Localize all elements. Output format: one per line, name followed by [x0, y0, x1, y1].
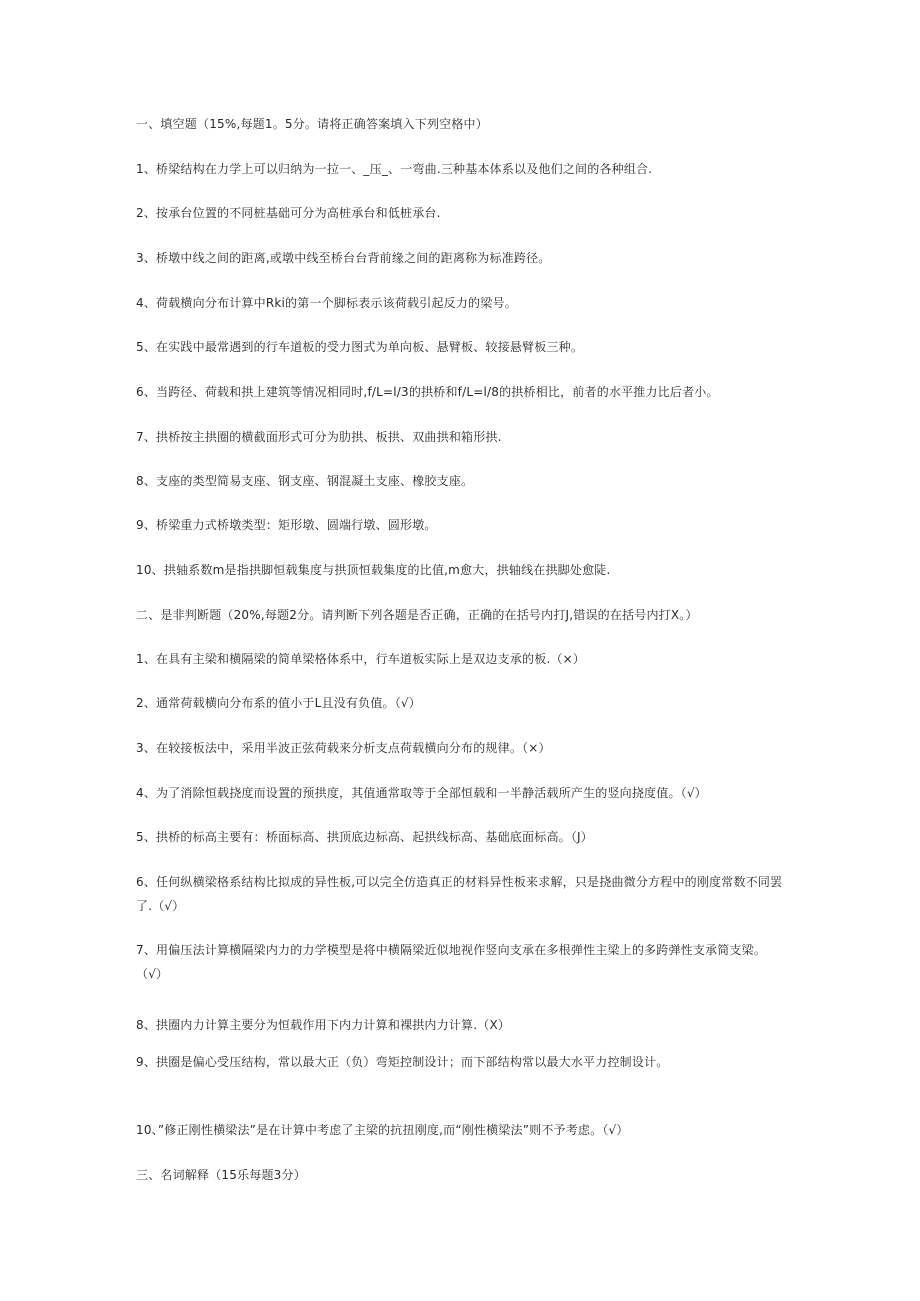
section2-item-7: 7、用偏压法计算横隔梁内力的力学模型是将中横隔梁近似地视作竖向支承在多根弹性主梁上的多跨弹性支承简支梁。（√） [136, 943, 767, 981]
section2-item-5: 5、拱桥的标高主要有：桥面标高、拱顶底边标高、起拱线标高、基础底面标高。（J） [136, 830, 593, 844]
section1-item-9: 9、桥梁重力式桥墩类型：矩形墩、圆端行墩、圆形墩。 [136, 518, 437, 532]
section2-item-1: 1、在具有主梁和横隔梁的简单梁格体系中，行车道板实际上是双边支承的板.（×） [136, 652, 586, 666]
section1-item-2: 2、按承台位置的不同桩基础可分为高桩承台和低桩承台. [136, 206, 441, 220]
section1-item-7: 7、拱桥按主拱圈的横截面形式可分为肋拱、板拱、双曲拱和箱形拱. [136, 430, 502, 444]
section1-item-4: 4、荷载横向分布计算中Rki的第一个脚标表示该荷载引起反力的梁号。 [136, 296, 517, 310]
section1-item-3: 3、桥墩中线之间的距离,或墩中线至桥台台背前缘之间的距离称为标准跨径。 [136, 251, 551, 265]
section2-item-8: 8、拱圈内力计算主要分为恒载作用下内力计算和裸拱内力计算.（X） [136, 1018, 511, 1032]
section2-item-6: 6、任何纵横梁格系结构比拟成的异性板,可以完全仿造真正的材料异性板来求解，只是挠曲微分方程中的刚度常数不同罢了.（√） [136, 875, 783, 913]
section2-item-3: 3、在较接板法中，采用半波正弦荷载来分析支点荷载横向分布的规律。（×） [136, 741, 551, 755]
section1-item-5: 5、在实践中最常遇到的行车道板的受力图式为单向板、悬臂板、较接悬臂板三种。 [136, 340, 584, 354]
section1-item-1: 1、桥梁结构在力学上可以归纳为一拉一、_压_、一弯曲.三种基本体系以及他们之间的各种组合. [136, 162, 653, 176]
section2-item-2: 2、通常荷载横向分布系的值小于L且没有负值。（√） [136, 696, 421, 710]
section1-item-8: 8、支座的类型简易支座、钢支座、钢混凝土支座、橡胶支座。 [136, 474, 474, 488]
section1-item-6: 6、当跨径、荷载和拱上建筑等情况相同时,f/L=l/3的拱桥和f/L=l/8的拱桥相比，前者的水平推力比后者小。 [136, 385, 719, 399]
section3-heading: 三、名词解释（15乐每题3分） [136, 1168, 306, 1182]
section1-heading: 一、填空题（15%,每题1。5分。请将正确答案填入下列空格中） [136, 117, 488, 131]
section2-heading: 二、是非判断题（20%,每题2分。请判断下列各题是否正确，正确的在括号内打J,错误的在括号内打X。） [136, 608, 698, 622]
section1-item-10: 10、拱轴系数m是指拱脚恒载集度与拱顶恒载集度的比值,m愈大，拱轴线在拱脚处愈陡. [136, 563, 611, 577]
section2-item-4: 4、为了消除恒载挠度而设置的预拱度，其值通常取等于全部恒载和一半静活载所产生的竖向挠度值。（√） [136, 786, 707, 800]
section2-item-9: 9、拱圈是偏心受压结构，常以最大正（负）弯矩控制设计；而下部结构常以最大水平力控制设计。 [136, 1055, 669, 1069]
section2-item-10: 10、”修正刚性横梁法”是在计算中考虑了主梁的抗扭刚度,而“刚性横梁法”则不予考虑。（√） [136, 1123, 629, 1137]
